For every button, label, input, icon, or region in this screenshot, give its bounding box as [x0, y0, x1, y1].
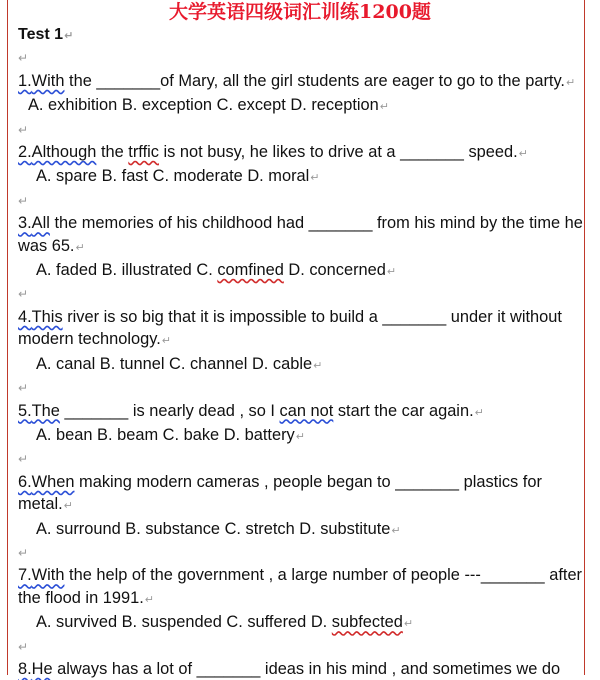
question-3: 3.All the memories of his childhood had _______ from his mind by the time he was 65.↵ — [18, 214, 588, 255]
options-4: A. canal B. tunnel C. channel D. cable↵ — [36, 354, 323, 373]
paragraph-mark: ↵ — [18, 545, 29, 560]
paragraph-mark: ↵ — [18, 287, 29, 302]
options-5: A. bean B. beam C. bake D. battery↵ — [36, 425, 305, 444]
paragraph-mark: ↵ — [18, 639, 29, 654]
question-2: 2.Although the trffic is not busy, he likes to drive at a _______ speed.↵ — [18, 143, 528, 162]
question-7: 7.With the help of the government , a large number of people ---_______ after the flood in 1991.↵ — [18, 566, 587, 607]
options-3: A. faded B. illustrated C. comfined D. concerned↵ — [36, 261, 397, 280]
options-7: A. survived B. suspended C. suffered D. subfected↵ — [36, 613, 414, 632]
question-4: 4.This river is so big that it is impossible to build a _______ under it without modern technology.↵ — [18, 307, 567, 349]
paragraph-mark: ↵ — [18, 381, 29, 396]
paragraph-mark: ↵ — [18, 51, 29, 66]
options-2: A. spare B. fast C. moderate D. moral↵ — [36, 167, 320, 186]
paragraph-mark: ↵ — [18, 193, 29, 208]
question-6: 6.When making modern cameras , people began to _______ plastics for metal.↵ — [18, 472, 547, 514]
question-5: 5.The _______ is nearly dead , so I can not start the car again.↵ — [18, 401, 484, 420]
document-title: 大学英语四级词汇训练1200题 — [169, 1, 431, 23]
question-8: 8.He always has a lot of _______ ideas in his mind , and sometimes we do — [18, 659, 561, 678]
options-6: A. surround B. substance C. stretch D. substitute↵ — [36, 519, 401, 538]
test-heading: Test 1↵ — [18, 26, 74, 43]
paragraph-mark: ↵ — [18, 452, 29, 467]
document-body — [18, 22, 588, 680]
options-1: A. exhibition B. exception C. except D. reception↵ — [28, 96, 389, 115]
paragraph-mark: ↵ — [18, 122, 29, 137]
question-1: 1.With the _______of Mary, all the girl students are eager to go to the party.↵ — [18, 71, 576, 90]
